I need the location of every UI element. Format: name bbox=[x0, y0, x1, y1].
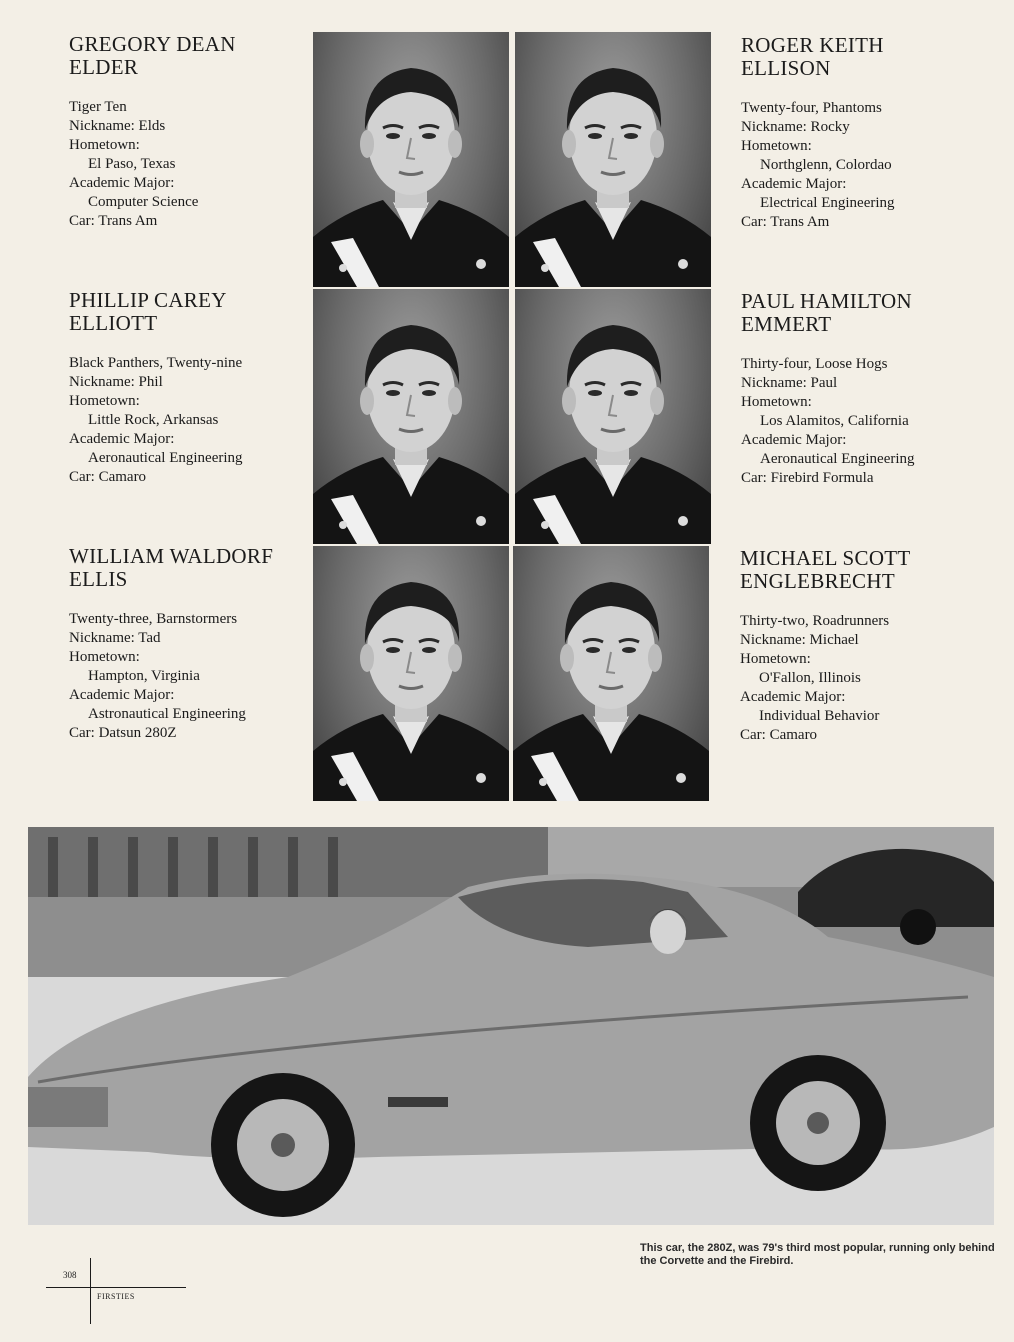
hometown: Los Alamitos, California bbox=[760, 413, 909, 429]
bio-emmert bbox=[741, 290, 991, 488]
car: Car: Datsun 280Z bbox=[69, 725, 177, 741]
hometown: Hampton, Virginia bbox=[88, 668, 200, 684]
car: Car: Trans Am bbox=[741, 214, 830, 230]
major: Aeronautical Engineering bbox=[88, 450, 243, 466]
folio-rule-vertical bbox=[90, 1258, 91, 1324]
car: Car: Trans Am bbox=[69, 213, 158, 229]
car-photo bbox=[28, 827, 994, 1225]
hometown-label: Hometown: bbox=[741, 138, 812, 154]
hometown-label: Hometown: bbox=[740, 651, 811, 667]
major: Computer Science bbox=[88, 194, 199, 210]
major: Individual Behavior bbox=[759, 708, 880, 724]
portrait-elliott-photo bbox=[313, 289, 509, 544]
cadet-name: WILLIAM WALDORF ELLIS bbox=[69, 544, 274, 591]
folio-rule-horizontal bbox=[46, 1287, 186, 1288]
portrait-ellison-photo bbox=[515, 32, 711, 287]
page-number: 308 bbox=[63, 1270, 77, 1280]
cadet-name: ROGER KEITH ELLISON bbox=[741, 33, 884, 80]
portrait-ellis-photo bbox=[313, 546, 509, 801]
bio-englebrecht bbox=[740, 547, 990, 745]
major: Aeronautical Engineering bbox=[760, 451, 915, 467]
hometown-label: Hometown: bbox=[69, 649, 140, 665]
cadet-name: MICHAEL SCOTT ENGLEBRECHT bbox=[740, 546, 911, 593]
major-label: Academic Major: bbox=[740, 689, 846, 705]
nickname: Nickname: Michael bbox=[740, 632, 859, 648]
hometown: Northglenn, Colordao bbox=[760, 157, 892, 173]
major-label: Academic Major: bbox=[69, 175, 175, 191]
major: Astronautical Engineering bbox=[88, 706, 246, 722]
hometown: O'Fallon, Illinois bbox=[759, 670, 861, 686]
nickname: Nickname: Elds bbox=[69, 118, 166, 134]
bio-elder bbox=[69, 33, 319, 231]
hometown-label: Hometown: bbox=[69, 137, 140, 153]
hometown-label: Hometown: bbox=[741, 394, 812, 410]
cadet-name: GREGORY DEAN ELDER bbox=[69, 32, 236, 79]
squadron: Twenty-three, Barnstormers bbox=[69, 611, 238, 627]
squadron: Black Panthers, Twenty-nine bbox=[69, 355, 243, 371]
hometown: Little Rock, Arkansas bbox=[88, 412, 219, 428]
hometown: El Paso, Texas bbox=[88, 156, 176, 172]
car: Car: Camaro bbox=[740, 727, 818, 743]
squadron: Thirty-four, Loose Hogs bbox=[741, 356, 888, 372]
squadron: Tiger Ten bbox=[69, 99, 127, 115]
hometown-label: Hometown: bbox=[69, 393, 140, 409]
major-label: Academic Major: bbox=[741, 432, 847, 448]
squadron: Thirty-two, Roadrunners bbox=[740, 613, 890, 629]
car: Car: Camaro bbox=[69, 469, 147, 485]
nickname: Nickname: Paul bbox=[741, 375, 838, 391]
major-label: Academic Major: bbox=[69, 431, 175, 447]
portrait-elder-photo bbox=[313, 32, 509, 287]
car: Car: Firebird Formula bbox=[741, 470, 874, 486]
cadet-name: PAUL HAMILTON EMMERT bbox=[741, 289, 912, 336]
nickname: Nickname: Phil bbox=[69, 374, 163, 390]
bio-ellison bbox=[741, 34, 991, 232]
portrait-emmert-photo bbox=[515, 289, 711, 544]
bio-elliott bbox=[69, 289, 319, 487]
bio-ellis bbox=[69, 545, 319, 743]
major-label: Academic Major: bbox=[69, 687, 175, 703]
portrait-englebrecht-photo bbox=[513, 546, 709, 801]
nickname: Nickname: Tad bbox=[69, 630, 161, 646]
major-label: Academic Major: bbox=[741, 176, 847, 192]
section-title: FIRSTIES bbox=[97, 1292, 135, 1301]
cadet-name: PHILLIP CAREY ELLIOTT bbox=[69, 288, 227, 335]
squadron: Twenty-four, Phantoms bbox=[741, 100, 882, 116]
photo-caption: This car, the 280Z, was 79's third most popular, running only behind the Corvette and the Firebird. bbox=[640, 1242, 995, 1267]
major: Electrical Engineering bbox=[760, 195, 895, 211]
nickname: Nickname: Rocky bbox=[741, 119, 850, 135]
